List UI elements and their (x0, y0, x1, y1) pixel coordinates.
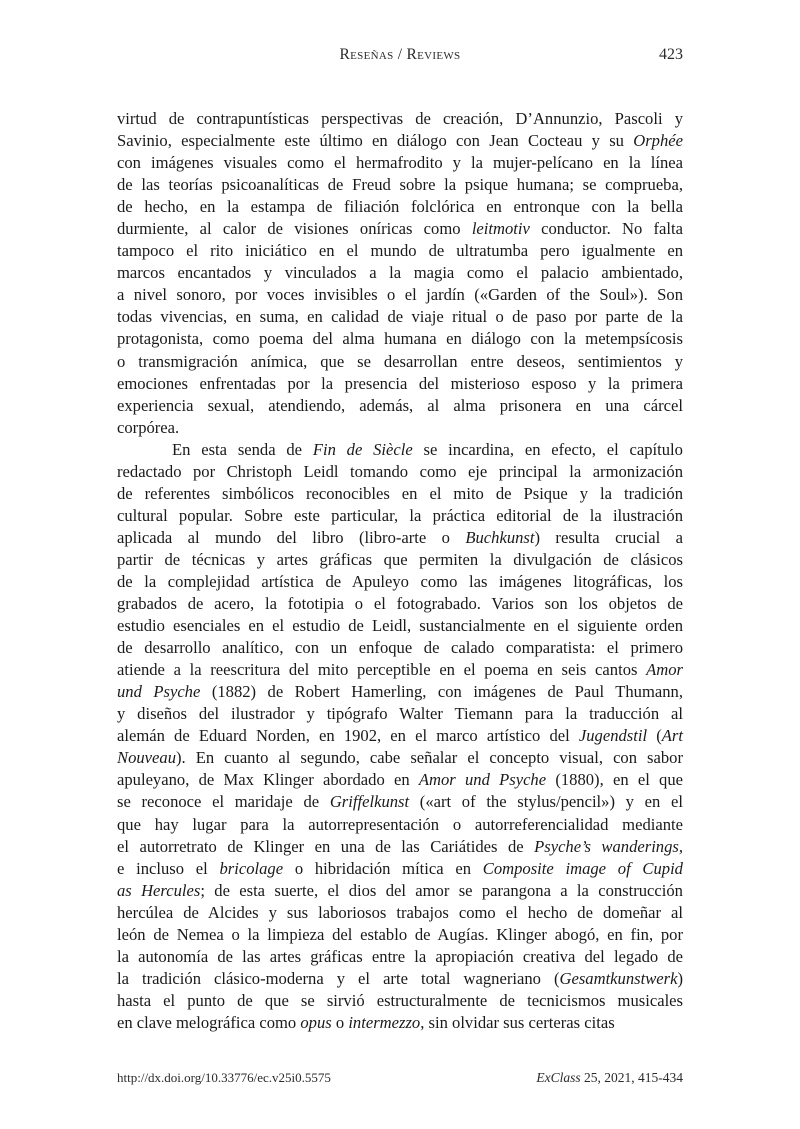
text-run: tampoco el rito iniciático en el mundo de ultratumba pero igualmente en (117, 241, 683, 261)
text-run: emociones enfrentadas por la presencia del misterioso esposo y la primera (117, 373, 683, 393)
italic-term: Griffelkunst (329, 792, 410, 812)
text-run: de referentes simbólicos reconocibles en el mito de Psique y la tradición (117, 483, 683, 503)
text-line (117, 615, 683, 637)
text-line (117, 328, 683, 350)
text-line (117, 284, 683, 306)
text-line (117, 505, 683, 527)
text-line (117, 924, 683, 946)
text-run: durmiente, al calor de visiones oníricas como (117, 219, 472, 239)
text-run: con imágenes visuales como el hermafrodito y la mujer-pelícano en la línea (117, 153, 683, 173)
text-run: o transmigración anímica, que se desarrollan entre deseos, sentimientos y (117, 351, 683, 371)
text-line (117, 439, 683, 461)
text-run: hasta el punto de que se sirvió estructuralmente de tecnicismos musicales (117, 990, 683, 1010)
text-line (117, 769, 683, 791)
text-line (117, 880, 683, 902)
text-run: En esta senda de (172, 439, 313, 459)
text-line (117, 747, 683, 769)
text-run: se reconoce el maridaje de (117, 792, 330, 812)
italic-term: Amor (646, 660, 683, 680)
text-line (117, 681, 683, 703)
text-run: , sin olvidar sus certeras citas (420, 1012, 615, 1032)
text-run: corpórea. (117, 417, 180, 437)
text-run: y diseños del ilustrador y tipógrafo Walter Tiemann para la traducción al (117, 704, 683, 724)
text-run: experiencia sexual, atendiendo, además, al alma prisonera en una cárcel (117, 395, 683, 415)
text-run: ). En cuanto al segundo, cabe señalar el concepto visual, con sabor (176, 748, 683, 768)
text-run: la tradición clásico-moderna y el arte total wagneriano ( (117, 968, 560, 988)
text-run: (1882) de Robert Hamerling, con imágenes de Paul Thumann, (200, 682, 683, 702)
text-run: en clave melográfica como (117, 1012, 301, 1032)
text-run: ) (677, 968, 683, 988)
text-run: aplicada al mundo del libro (libro-arte o (117, 527, 466, 547)
text-line (117, 791, 683, 813)
italic-term: opus (300, 1012, 332, 1032)
italic-term: Buchkunst (465, 527, 535, 547)
text-line (117, 351, 683, 373)
paragraph (117, 108, 683, 439)
text-run: se incardina, en efecto, el capítulo (412, 439, 683, 459)
text-run: de la complejidad artística de Apuleyo como las imágenes litográficas, los (117, 571, 683, 591)
text-line (117, 395, 683, 417)
italic-term: intermezzo (348, 1012, 421, 1032)
italic-term: Psyche’s wanderings (534, 836, 679, 856)
text-run: el autorretrato de Klinger en una de las Cariátides de (117, 836, 535, 856)
text-line (117, 130, 683, 152)
text-run: la autonomía de las artes gráficas entre la apropiación creativa del legado de (117, 946, 683, 966)
text-run: de desarrollo analítico, con un enfoque de calado comparatista: el primero (117, 638, 683, 658)
text-run: («art of the stylus/pencil») y en el (409, 792, 683, 812)
italic-term: Orphée (633, 131, 683, 151)
citation-details: 25, 2021, 415-434 (580, 1070, 683, 1085)
text-line (117, 990, 683, 1012)
text-run: redactado por Christoph Leidl tomando como eje principal la armonización (117, 461, 683, 481)
text-line (117, 637, 683, 659)
text-run: todas vivencias, en suma, en calidad de viaje ritual o de paso por parte de la (117, 307, 683, 327)
text-line (117, 549, 683, 571)
text-line (117, 483, 683, 505)
text-line (117, 174, 683, 196)
text-line (117, 968, 683, 990)
text-run: hercúlea de Alcides y sus laboriosos trabajos como el hecho de domeñar al (117, 902, 683, 922)
italic-term: und Psyche (117, 682, 201, 702)
page-header (117, 46, 683, 68)
text-run: a nivel sonoro, por voces invisibles o el jardín («Garden of the Soul»). Son (117, 285, 683, 305)
text-line (117, 836, 683, 858)
text-run: e incluso el (117, 858, 220, 878)
text-run: virtud de contrapuntísticas perspectivas de creación, D’Annunzio, Pascoli y (117, 109, 683, 128)
journal-title: ExClass (536, 1070, 581, 1085)
text-line (117, 659, 683, 681)
italic-term: Jugendstil (578, 726, 648, 746)
text-run: partir de técnicas y artes gráficas que permiten la divulgación de clásicos (117, 549, 683, 569)
text-run: atiende a la reescritura del mito perceptible en el poema en seis cantos (117, 660, 647, 680)
text-run: , (678, 836, 684, 856)
text-line (117, 858, 683, 880)
text-run: protagonista, como poema del alma humana en diálogo con la metempsícosis (117, 329, 683, 349)
text-run: o hibridación mítica en (283, 858, 483, 878)
text-line (117, 527, 683, 549)
text-line (117, 218, 683, 240)
text-line (117, 1012, 683, 1034)
text-run: marcos encantados y vinculados a la magia como el palacio ambientado, (117, 263, 683, 283)
text-run: (1880), en el que (546, 770, 684, 790)
italic-term: Nouveau (117, 748, 176, 768)
text-run: conductor. No falta (529, 219, 683, 239)
doi-link[interactable]: http://dx.doi.org/10.33776/ec.v25i0.5575 (117, 1070, 331, 1085)
page-footer (117, 1070, 683, 1088)
text-run: ( (647, 726, 662, 746)
text-line (117, 373, 683, 395)
text-line (117, 108, 683, 130)
text-run: de las teorías psicoanalíticas de Freud sobre la psique humana; se comprueba, (117, 175, 683, 195)
text-line (117, 725, 683, 747)
text-run: apuleyano, de Max Klinger abordado en (117, 770, 419, 790)
italic-term: Art (661, 726, 683, 746)
text-run: ; de esta suerte, el dios del amor se parangona a la construcción (200, 880, 683, 900)
journal-citation (536, 1070, 683, 1086)
text-run: estudio esenciales en el estudio de Leidl, sustancialmente en el siguiente orden (117, 616, 683, 636)
italic-term: leitmotiv (471, 219, 530, 239)
text-line (117, 417, 683, 439)
text-line (117, 946, 683, 968)
text-run: ) resulta crucial a (534, 527, 683, 547)
text-line (117, 593, 683, 615)
text-run: grabados de acero, la fototipia o el fotograbado. Varios son los objetos de (117, 594, 683, 614)
text-run: cultural popular. Sobre este particular, la práctica editorial de la ilustración (117, 505, 683, 525)
text-line (117, 814, 683, 836)
text-line (117, 240, 683, 262)
text-run: o (331, 1012, 349, 1032)
text-line (117, 262, 683, 284)
text-run: Savinio, especialmente este último en diálogo con Jean Cocteau y su (117, 131, 634, 151)
page-number: 423 (659, 46, 683, 63)
text-run: león de Nemea o la limpieza del establo de Augías. Klinger abogó, en fin, por (117, 924, 683, 944)
text-run: de hecho, en la estampa de filiación folclórica en entronque con la bella (117, 197, 683, 217)
italic-term: Amor und Psyche (418, 770, 547, 790)
text-line (117, 152, 683, 174)
italic-term: Composite image of Cupid (482, 858, 683, 878)
text-line (117, 461, 683, 483)
body-text (117, 108, 683, 1034)
paragraph (117, 439, 683, 1034)
text-line (117, 571, 683, 593)
text-run: alemán de Eduard Norden, en 1902, en el marco artístico del (117, 726, 579, 746)
italic-term: bricolage (219, 858, 284, 878)
text-line (117, 902, 683, 924)
italic-term: as Hercules (117, 880, 201, 900)
italic-term: Fin de Siècle (312, 439, 413, 459)
text-line (117, 196, 683, 218)
text-line (117, 306, 683, 328)
running-head: Reseñas / Reviews (339, 46, 461, 63)
italic-term: Gesamtkunstwerk (559, 968, 678, 988)
text-run: que hay lugar para la autorrepresentación o autorreferencialidad mediante (117, 814, 683, 834)
text-line (117, 703, 683, 725)
